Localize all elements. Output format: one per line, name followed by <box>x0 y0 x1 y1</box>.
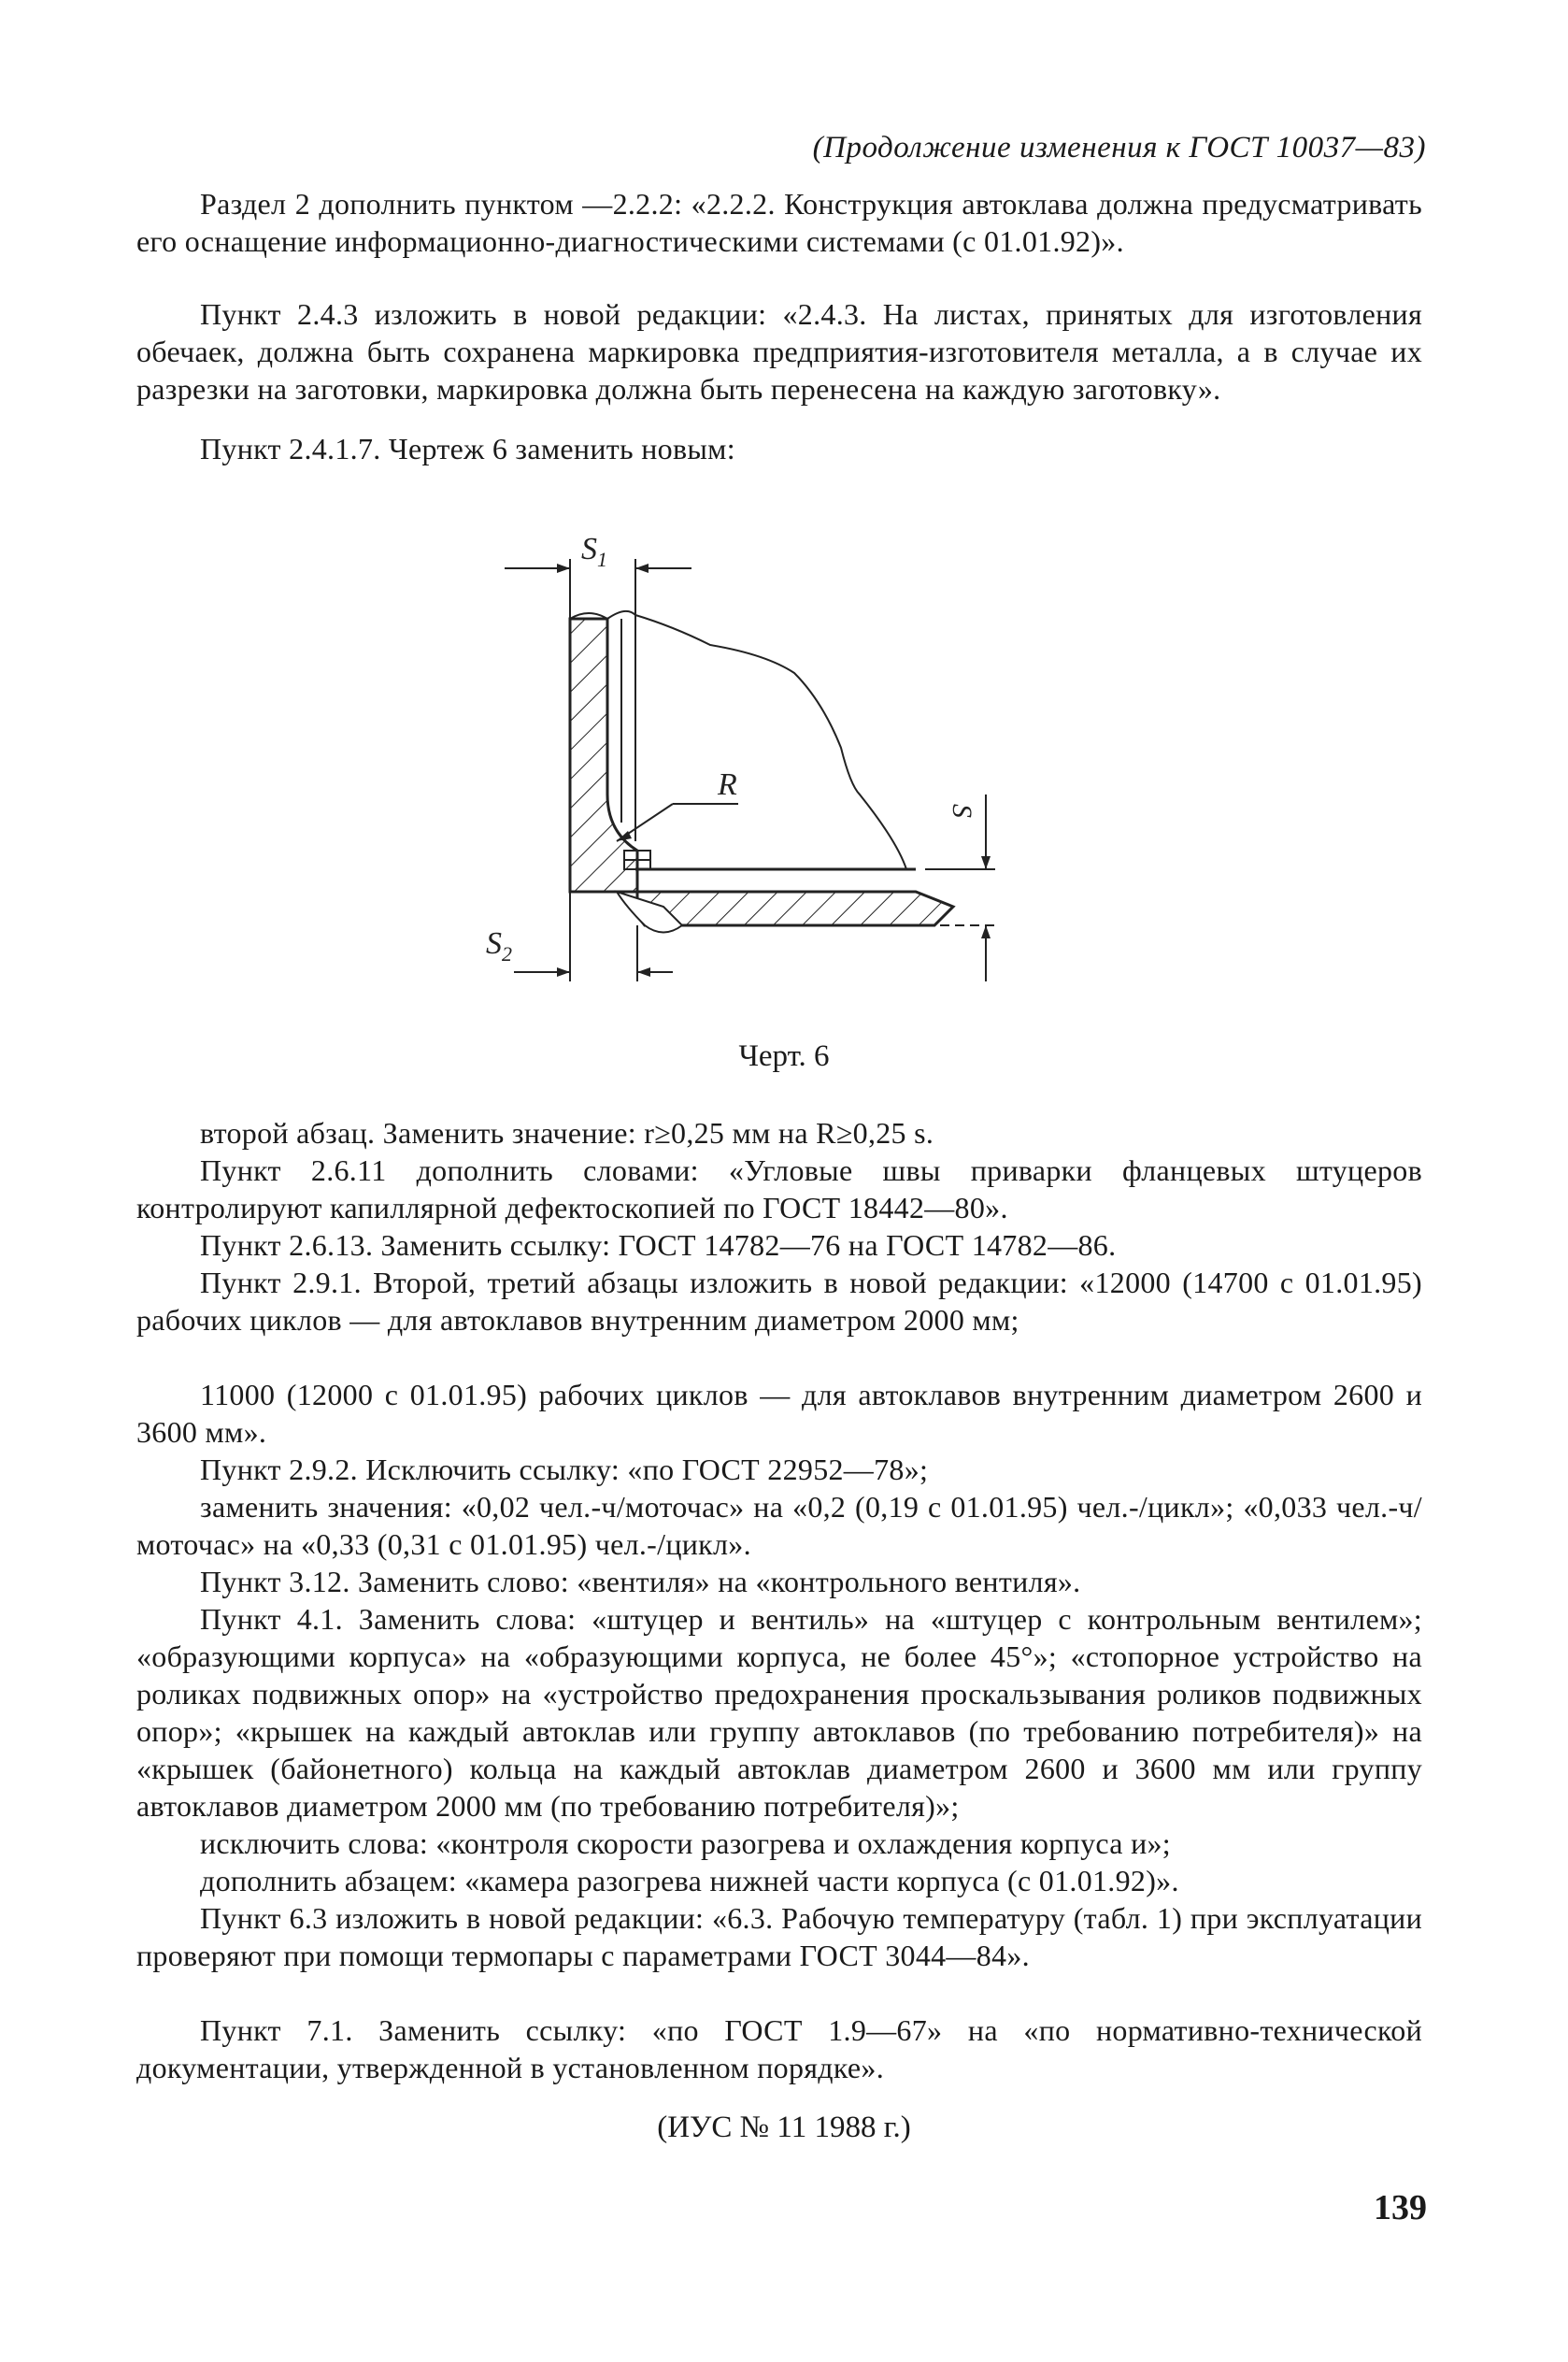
technical-drawing <box>486 514 1047 1000</box>
paragraph <box>136 1376 1422 1451</box>
paragraph-text: 11000 (12000 с 01.01.95) рабочих циклов — для автоклавов внутренним диаметром 2600 и 3600 мм». <box>136 1378 1422 1449</box>
paragraph-text: Пункт 7.1. Заменить ссылку: «по ГОСТ 1.9—67» на «по нормативно-технической документации, утвержденной в установленном порядке». <box>136 2013 1422 2084</box>
paragraph <box>136 1488 1422 1563</box>
paragraph-text: второй абзац. Заменить значение: r≥0,25 мм на R≥0,25 s. <box>200 1116 934 1150</box>
paragraph <box>136 1114 1422 1152</box>
paragraph <box>136 1563 1422 1600</box>
paragraph <box>136 1226 1422 1264</box>
paragraph-text: Пункт 2.6.11 дополнить словами: «Угловые швы приварки фланцевых штуцеров контролируют капиллярной дефектоскопией по ГОСТ 18442—80». <box>136 1153 1422 1224</box>
paragraph-text: Раздел 2 дополнить пунктом —2.2.2: «2.2.2. Конструкция автоклава должна предусматривать его оснащение информационно-диагностическими системами (с 01.01.92)». <box>136 187 1422 258</box>
paragraph <box>136 1264 1422 1338</box>
paragraph-text: Пункт 3.12. Заменить слово: «вентиля» на «контрольного вентиля». <box>200 1565 1081 1598</box>
paragraph-text: исключить слова: «контроля скорости разогрева и охлаждения корпуса и»; <box>200 1826 1171 1860</box>
paragraph-text: Пункт 2.6.13. Заменить ссылку: ГОСТ 14782—76 на ГОСТ 14782—86. <box>200 1228 1117 1262</box>
paragraph-text: Пункт 4.1. Заменить слова: «штуцер и вентиль» на «штуцер с контрольным вентилем»; «образующими корпуса» на «образующими корпуса, не более 45°»; «стопорное устройство на роликах подвижных опор» на «устройство предохранения проскальзывания роликов подвижных опор»; «крышек на каждый автоклав или группу автоклавов (по требованию потребителя)» на «крышек (байонетного) кольца на каждый автоклав диаметром 2600 и 3600 мм или группу автоклавов диаметром 2000 мм (по требованию потребителя)»; <box>136 1602 1422 1823</box>
label-s: S <box>947 804 977 818</box>
paragraph <box>136 1825 1422 1862</box>
paragraph <box>136 1600 1422 1825</box>
paragraph <box>136 1899 1422 1974</box>
paragraph <box>136 1862 1422 1899</box>
paragraph-text: Пункт 2.4.3 изложить в новой редакции: «2.4.3. На листах, принятых для изготовления обечаек, должна быть сохранена маркировка предприятия-изготовителя металла, а в случае их разрезки на заготовки, маркировка должна быть перенесена на каждую заготовку». <box>136 297 1422 406</box>
paragraph-text: Пункт 2.9.2. Исключить ссылку: «по ГОСТ 22952—78»; <box>200 1453 929 1486</box>
paragraph <box>136 1152 1422 1226</box>
page-number: 139 <box>1374 2188 1427 2227</box>
paragraph-text: Пункт 6.3 изложить в новой редакции: «6.3. Рабочую температуру (табл. 1) при эксплуатации проверяют при помощи термопары с параметрами ГОСТ 3044—84». <box>136 1901 1422 1972</box>
paragraph-text: дополнить абзацем: «камера разогрева нижней части корпуса (с 01.01.92)». <box>200 1864 1179 1897</box>
paragraph-text: заменить значения: «0,02 чел.-ч/моточас» на «0,2 (0,19 с 01.01.95) чел.-/цикл»; «0,033 чел.-ч/моточас» на «0,33 (0,31 с 01.01.95) чел.-/цикл». <box>136 1490 1422 1561</box>
paragraph <box>136 2011 1422 2086</box>
paragraph <box>136 295 1422 408</box>
label-s2: $S_2$ <box>486 926 512 966</box>
label-s1: $S_1$ <box>581 532 607 571</box>
paragraph <box>136 185 1422 260</box>
page-header: (Продолжение изменения к ГОСТ 10037—83) <box>812 131 1426 165</box>
figure-caption: Черт. 6 <box>738 1039 830 1073</box>
label-r: R <box>718 767 737 802</box>
paragraph-text: Пункт 2.4.1.7. Чертеж 6 заменить новым: <box>200 432 735 465</box>
paragraph <box>136 430 1422 467</box>
paragraph-text: Пункт 2.9.1. Второй, третий абзацы изложить в новой редакции: «12000 (14700 с 01.01.95) рабочих циклов — для автоклавов внутренним диаметром 2000 мм; <box>136 1266 1422 1337</box>
paragraph <box>136 1451 1422 1488</box>
source-note: (ИУС № 11 1988 г.) <box>657 2111 911 2144</box>
